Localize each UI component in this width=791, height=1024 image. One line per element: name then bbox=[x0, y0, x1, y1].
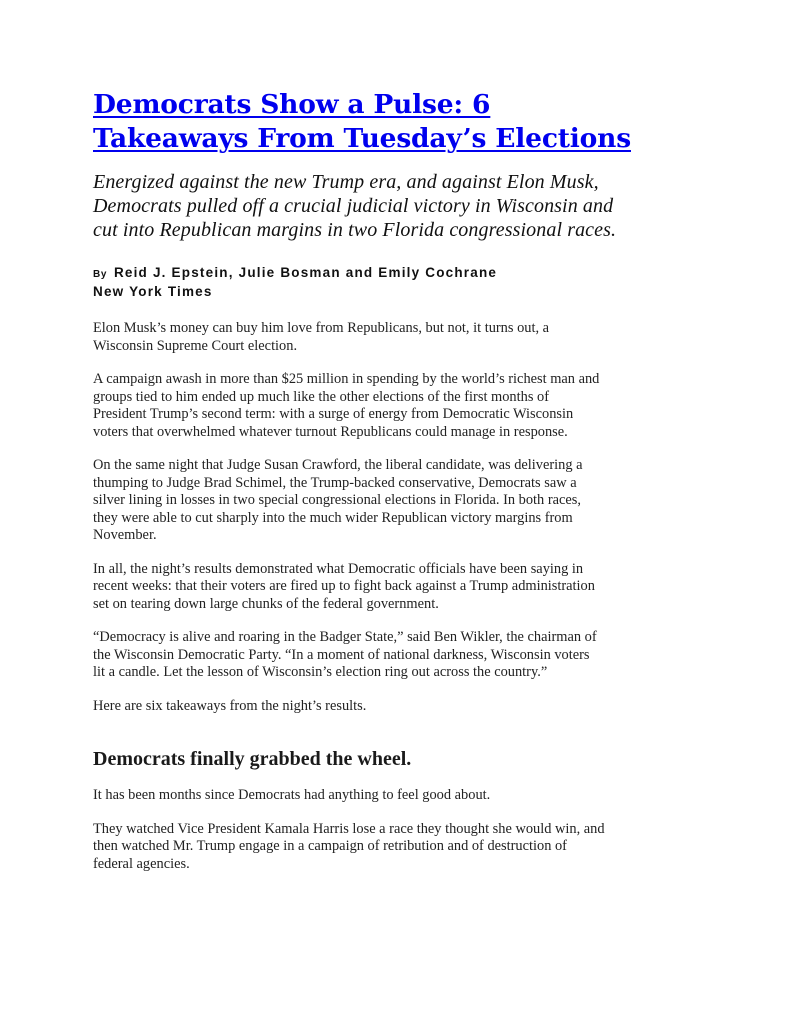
paragraph-line: federal agencies. bbox=[93, 855, 190, 872]
paragraph-line: groups tied to him ended up much like the other elections of the first months of bbox=[93, 388, 550, 405]
paragraph-line: Here are six takeaways from the night’s results. bbox=[93, 697, 367, 714]
byline-by-label: By bbox=[93, 269, 107, 280]
paragraph-line: thumping to Judge Brad Schimel, the Trump-backed conservative, Democrats saw a bbox=[93, 474, 577, 491]
paragraph-line: On the same night that Judge Susan Crawford, the liberal candidate, was delivering a bbox=[93, 457, 583, 473]
paragraph-line: silver lining in losses in two special congressional elections in Florida. In both races, bbox=[93, 492, 581, 508]
article-body bbox=[93, 320, 705, 873]
article-dek bbox=[93, 170, 705, 242]
headline-line-2[interactable]: Takeaways From Tuesday’s Elections bbox=[93, 123, 631, 154]
body-paragraph-quote bbox=[93, 629, 705, 682]
paragraph-line: In all, the night’s results demonstrated what Democratic officials have been saying in bbox=[93, 560, 584, 577]
paragraph-line: A campaign awash in more than $25 million in spending by the world’s richest man and bbox=[93, 371, 600, 387]
body-paragraph bbox=[93, 561, 705, 614]
paragraph-line: Elon Musk’s money can buy him love from Republicans, but not, it turns out, a bbox=[93, 320, 550, 336]
paragraph-line: lit a candle. Let the lesson of Wisconsin’s election ring out across the country.” bbox=[93, 664, 548, 680]
section-paragraph bbox=[93, 787, 705, 805]
body-paragraph bbox=[93, 320, 705, 355]
dek-line: cut into Republican margins in two Florida congressional races. bbox=[93, 219, 617, 241]
paragraph-line: Wisconsin Supreme Court election. bbox=[93, 337, 298, 354]
body-paragraph bbox=[93, 371, 705, 441]
paragraph-line: President Trump’s second term: with a surge of energy from Democratic Wisconsin bbox=[93, 406, 574, 422]
section-paragraph bbox=[93, 821, 705, 874]
byline-authors-line bbox=[93, 264, 705, 283]
article-page bbox=[93, 88, 705, 873]
body-paragraph bbox=[93, 698, 705, 716]
paragraph-line: It has been months since Democrats had anything to feel good about. bbox=[93, 787, 491, 803]
body-paragraph bbox=[93, 457, 705, 545]
article-headline[interactable] bbox=[93, 88, 705, 156]
paragraph-line: they were able to cut sharply into the much wider Republican victory margins from bbox=[93, 509, 573, 526]
paragraph-line: recent weeks: that their voters are fired up to fight back against a Trump administration bbox=[93, 578, 595, 594]
paragraph-line: They watched Vice President Kamala Harris lose a race they thought she would win, and bbox=[93, 820, 605, 837]
dek-line: Energized against the new Trump era, and against Elon Musk, bbox=[93, 171, 599, 193]
headline-line-1[interactable]: Democrats Show a Pulse: 6 bbox=[93, 89, 491, 120]
paragraph-line: November. bbox=[93, 527, 157, 543]
paragraph-line: then watched Mr. Trump engage in a campaign of retribution and of destruction of bbox=[93, 838, 567, 854]
dek-line: Democrats pulled off a crucial judicial victory in Wisconsin and bbox=[93, 195, 614, 217]
paragraph-line: the Wisconsin Democratic Party. “In a moment of national darkness, Wisconsin voters bbox=[93, 646, 590, 663]
byline bbox=[93, 264, 705, 300]
paragraph-line: set on tearing down large chunks of the federal government. bbox=[93, 595, 439, 612]
headline-link[interactable] bbox=[93, 88, 705, 156]
byline-authors: Reid J. Epstein, Julie Bosman and Emily Cochrane bbox=[113, 265, 498, 280]
paragraph-line: voters that overwhelmed whatever turnout Republicans could manage in response. bbox=[93, 423, 568, 440]
section-heading: Democrats finally grabbed the wheel. bbox=[93, 748, 412, 770]
byline-publication: New York Times bbox=[93, 284, 213, 299]
paragraph-line: “Democracy is alive and roaring in the Badger State,” said Ben Wikler, the chairman of bbox=[93, 629, 597, 645]
